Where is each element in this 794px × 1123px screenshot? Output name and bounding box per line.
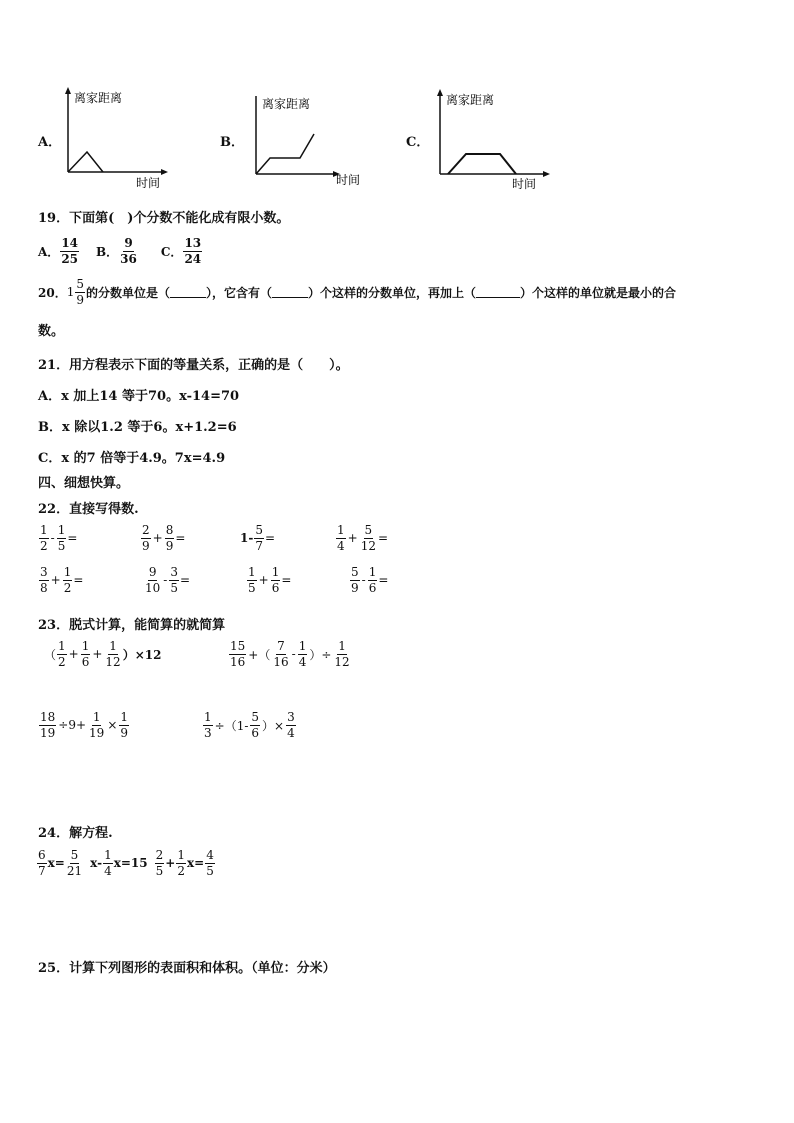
- graph-a-x-arrow: [161, 169, 168, 175]
- fraction-numerator: 2: [155, 848, 164, 862]
- q19-option-a-label: A．: [38, 244, 60, 259]
- q19-option-b-fraction: [119, 237, 138, 265]
- fraction-numerator: 3: [170, 565, 178, 579]
- q25-text: 25．计算下列图形的表面积和体积。（单位：分米）: [38, 961, 336, 976]
- fraction: [203, 711, 213, 739]
- fraction: [229, 640, 246, 668]
- operator: ）×: [262, 718, 285, 733]
- fraction-numerator: 1: [271, 565, 280, 579]
- fraction: [103, 849, 113, 877]
- graph-c-x-arrow: [543, 171, 550, 177]
- q23-expr-4: [202, 711, 297, 739]
- fraction-numerator: 3: [287, 710, 295, 724]
- fraction-denominator: 2: [177, 863, 185, 878]
- operator: +: [258, 573, 269, 588]
- operator: +: [50, 573, 61, 588]
- fraction-denominator: 19: [40, 725, 56, 740]
- fraction-numerator: 18: [40, 710, 56, 724]
- fraction-numerator: 14: [61, 236, 79, 250]
- graph-a-line: [68, 152, 103, 172]
- fraction-denominator: 36: [120, 251, 137, 266]
- fraction-numerator: 15: [230, 639, 246, 653]
- graph-c-label: C．: [406, 135, 430, 150]
- fraction-denominator: 3: [204, 725, 212, 740]
- q20-whole: 1: [66, 285, 75, 300]
- fraction-denominator: 12: [360, 538, 376, 553]
- operator: ×: [107, 718, 118, 733]
- fraction-numerator: 5: [255, 523, 263, 537]
- fraction: [298, 640, 308, 668]
- q22-text: 22．直接写得数.: [38, 502, 139, 517]
- graph-c-y-arrow: [437, 89, 443, 96]
- fraction-numerator: 1: [58, 639, 66, 653]
- q22-expr-r2c4: $\frac{5}{9}$ - $\frac{1}{6}$ =: [351, 565, 389, 595]
- fraction-numerator: 9: [148, 565, 157, 579]
- fraction-denominator: 5: [155, 863, 164, 878]
- operator: +: [92, 647, 103, 662]
- q21-option-c: C．x 的7 倍等于4.9。7x=4.9: [38, 451, 226, 466]
- fraction: [205, 849, 215, 877]
- fraction: [271, 566, 281, 594]
- q22-expr-r1c1: $\frac{1}{2}$ - $\frac{1}{5}$ =: [40, 523, 78, 553]
- fraction-numerator: 3: [40, 565, 48, 579]
- fraction: [250, 711, 260, 739]
- fraction-numerator: 8: [165, 523, 174, 537]
- q19-options: [38, 237, 203, 265]
- fraction: [66, 849, 83, 877]
- q20-text3: ）个这样的分数单位，再加上（: [308, 285, 477, 300]
- q19-option-b-label: B．: [96, 244, 119, 259]
- fraction: [272, 640, 289, 668]
- q20-text2: ），它含有（: [206, 285, 273, 300]
- q22-expr-r2c2: $\frac{9}{10}$ - $\frac{3}{5}$ =: [145, 565, 191, 595]
- fraction: [144, 566, 161, 594]
- q23-text: 23．脱式计算，能简算的就简算: [38, 618, 226, 633]
- q19-option-a-fraction: [60, 237, 79, 265]
- operator: ÷（1-: [214, 718, 249, 733]
- operator: -: [50, 531, 55, 546]
- graph-c-y-label: 离家距离: [446, 93, 495, 107]
- fraction: [37, 849, 47, 877]
- fraction: [169, 566, 179, 594]
- operator: -: [163, 573, 168, 588]
- q20-number: 20．: [38, 285, 67, 300]
- fraction-numerator: 5: [364, 523, 373, 537]
- fraction: [155, 849, 165, 877]
- fraction-denominator: 9: [351, 580, 359, 595]
- fraction: [247, 566, 257, 594]
- section-4-title: 四、细想快算。: [38, 476, 130, 491]
- fraction: [176, 849, 186, 877]
- fraction-numerator: 1: [109, 639, 117, 653]
- q20-blank-1[interactable]: [170, 286, 206, 298]
- fraction: [119, 711, 129, 739]
- fraction-denominator: 21: [66, 863, 83, 878]
- q20-text1: 的分数单位是（: [85, 285, 170, 300]
- q22-expr-r2c3: $\frac{1}{5}$ + $\frac{1}{6}$ =: [248, 565, 292, 595]
- fraction-numerator: 13: [184, 236, 202, 250]
- fraction: [368, 566, 378, 594]
- fraction-numerator: 5: [251, 710, 260, 724]
- fraction-numerator: 1: [63, 565, 72, 579]
- operator: -: [361, 573, 366, 588]
- fraction: [81, 640, 91, 668]
- q22-expr-r1c2: $\frac{2}{9}$ + $\frac{8}{9}$ =: [142, 523, 186, 553]
- fraction: [104, 640, 121, 668]
- fraction: [141, 524, 151, 552]
- fraction-numerator: 1: [40, 523, 48, 537]
- fraction-numerator: 1: [368, 565, 377, 579]
- q24-equations: $\frac{6}{7}$ x= $\frac{5}{21}$ x- $\frac{1}{4}$ x=15 $\frac{2}{5}$ + $\frac{1}{2}$ x= $\frac{4}{5}$: [38, 848, 214, 878]
- fraction-denominator: 6: [368, 580, 377, 595]
- fraction: [57, 640, 67, 668]
- fraction: [39, 566, 49, 594]
- q20-blank-3[interactable]: [476, 286, 520, 298]
- fraction-denominator: 4: [298, 654, 307, 669]
- fraction-numerator: 5: [351, 565, 359, 579]
- q19-option-c-fraction: [183, 237, 202, 265]
- fraction: [360, 524, 377, 552]
- fraction-numerator: 6: [38, 848, 46, 862]
- operator: +: [347, 531, 358, 546]
- fraction-numerator: 1: [338, 639, 346, 653]
- operator: +（: [248, 647, 271, 662]
- q20-text4: ）个这样的单位就是最小的合: [520, 285, 677, 300]
- fraction-numerator: 1: [248, 565, 256, 579]
- fraction-denominator: 5: [248, 580, 256, 595]
- fraction-numerator: 1: [337, 523, 345, 537]
- fraction-denominator: 2: [58, 654, 66, 669]
- fraction-denominator: 19: [89, 725, 105, 740]
- q19-option-c-label: C．: [160, 244, 183, 259]
- fraction: [39, 524, 49, 552]
- q22-expr-r1c4: $\frac{1}{4}$ + $\frac{5}{12}$ =: [337, 523, 389, 553]
- fraction-denominator: 2: [40, 538, 48, 553]
- fraction-denominator: 7: [38, 863, 46, 878]
- fraction: [333, 640, 350, 668]
- q22-expr-r1c3: 1- $\frac{5}{7}$ =: [240, 523, 276, 553]
- graph-a-x-label: 时间: [136, 176, 161, 190]
- graph-b-line: [256, 134, 314, 174]
- graph-b-y-label: 离家距离: [262, 97, 311, 111]
- fraction-numerator: 1: [177, 848, 185, 862]
- fraction-numerator: 1: [57, 523, 66, 537]
- fraction-numerator: 1: [204, 710, 212, 724]
- fraction-denominator: 6: [251, 725, 260, 740]
- fraction-denominator: 9: [142, 538, 150, 553]
- q20-line2: 数。: [38, 324, 65, 339]
- fraction: [350, 566, 360, 594]
- fraction-denominator: 4: [287, 725, 295, 740]
- graph-b-x-label: 时间: [336, 173, 361, 187]
- fraction: [88, 711, 105, 739]
- operator: ÷9+: [58, 718, 87, 733]
- q21-text: 21．用方程表示下面的等量关系，正确的是（ ）。: [38, 358, 349, 373]
- q20-fraction: [75, 278, 85, 306]
- graph-b: [248, 94, 366, 190]
- fraction-denominator: 9: [120, 725, 129, 740]
- q23-expr-2: [228, 640, 352, 668]
- fraction-denominator: 6: [81, 654, 90, 669]
- fraction-denominator: 24: [184, 251, 202, 266]
- graph-a-label: A．: [38, 135, 62, 150]
- fraction-numerator: 2: [142, 523, 150, 537]
- graph-a-y-arrow: [65, 87, 71, 94]
- operator: +: [152, 531, 163, 546]
- fraction: [63, 566, 73, 594]
- fraction-denominator: 4: [104, 863, 112, 878]
- fraction-denominator: 9: [76, 292, 84, 307]
- fraction-numerator: 4: [206, 848, 214, 862]
- fraction: [165, 524, 175, 552]
- fraction-denominator: 4: [337, 538, 345, 553]
- fraction-denominator: 5: [206, 863, 214, 878]
- fraction-numerator: 7: [277, 639, 285, 653]
- q22-expr-r2c1: $\frac{3}{8}$ + $\frac{1}{2}$ =: [40, 565, 84, 595]
- graph-c-x-label: 时间: [512, 177, 537, 190]
- graph-c: [432, 88, 552, 190]
- fraction-denominator: 25: [61, 251, 79, 266]
- fraction-denominator: 9: [165, 538, 174, 553]
- fraction-denominator: 12: [105, 654, 121, 669]
- fraction: [254, 524, 264, 552]
- fraction-denominator: 7: [255, 538, 263, 553]
- q23-expr-1: （ $\frac{1}{2}$ + $\frac{1}{6}$ + $\frac{1}{12}$ ）×12: [44, 639, 162, 669]
- fraction-numerator: 1: [120, 710, 129, 724]
- q21-option-b: B．x 除以1.2 等于6。x+1.2=6: [38, 420, 237, 435]
- fraction-numerator: 1: [92, 710, 101, 724]
- graph-a-y-label: 离家距离: [74, 91, 123, 105]
- fraction-numerator: 5: [76, 277, 84, 291]
- fraction-denominator: 16: [273, 654, 289, 669]
- fraction-denominator: 16: [230, 654, 246, 669]
- fraction: [57, 524, 67, 552]
- fraction-denominator: 5: [57, 538, 66, 553]
- q23-expr-3: [38, 711, 130, 739]
- graph-c-line: [448, 154, 516, 174]
- fraction: [336, 524, 346, 552]
- fraction-numerator: 5: [70, 848, 79, 862]
- q21-option-a: A．x 加上14 等于70。x-14=70: [38, 389, 240, 404]
- q24-text: 24．解方程.: [38, 826, 113, 841]
- q19-text: 19．下面第( )个分数不能化成有限小数。: [38, 211, 290, 226]
- fraction-denominator: 12: [334, 654, 350, 669]
- fraction: [39, 711, 56, 739]
- operator: -: [291, 647, 296, 662]
- fraction-denominator: 6: [271, 580, 280, 595]
- q20-line1: [38, 278, 676, 306]
- fraction-denominator: 10: [145, 580, 161, 595]
- operator: ）÷: [309, 647, 332, 662]
- fraction-numerator: 1: [104, 848, 112, 862]
- fraction-denominator: 5: [170, 580, 178, 595]
- fraction: [286, 711, 296, 739]
- fraction-denominator: 2: [63, 580, 72, 595]
- fraction-numerator: 9: [124, 236, 133, 250]
- fraction-denominator: 8: [40, 580, 48, 595]
- operator: +: [68, 647, 79, 662]
- graph-a: [60, 86, 170, 190]
- fraction-numerator: 1: [298, 639, 307, 653]
- fraction-numerator: 1: [81, 639, 90, 653]
- q20-blank-2[interactable]: [272, 286, 308, 298]
- graph-b-label: B．: [220, 135, 244, 150]
